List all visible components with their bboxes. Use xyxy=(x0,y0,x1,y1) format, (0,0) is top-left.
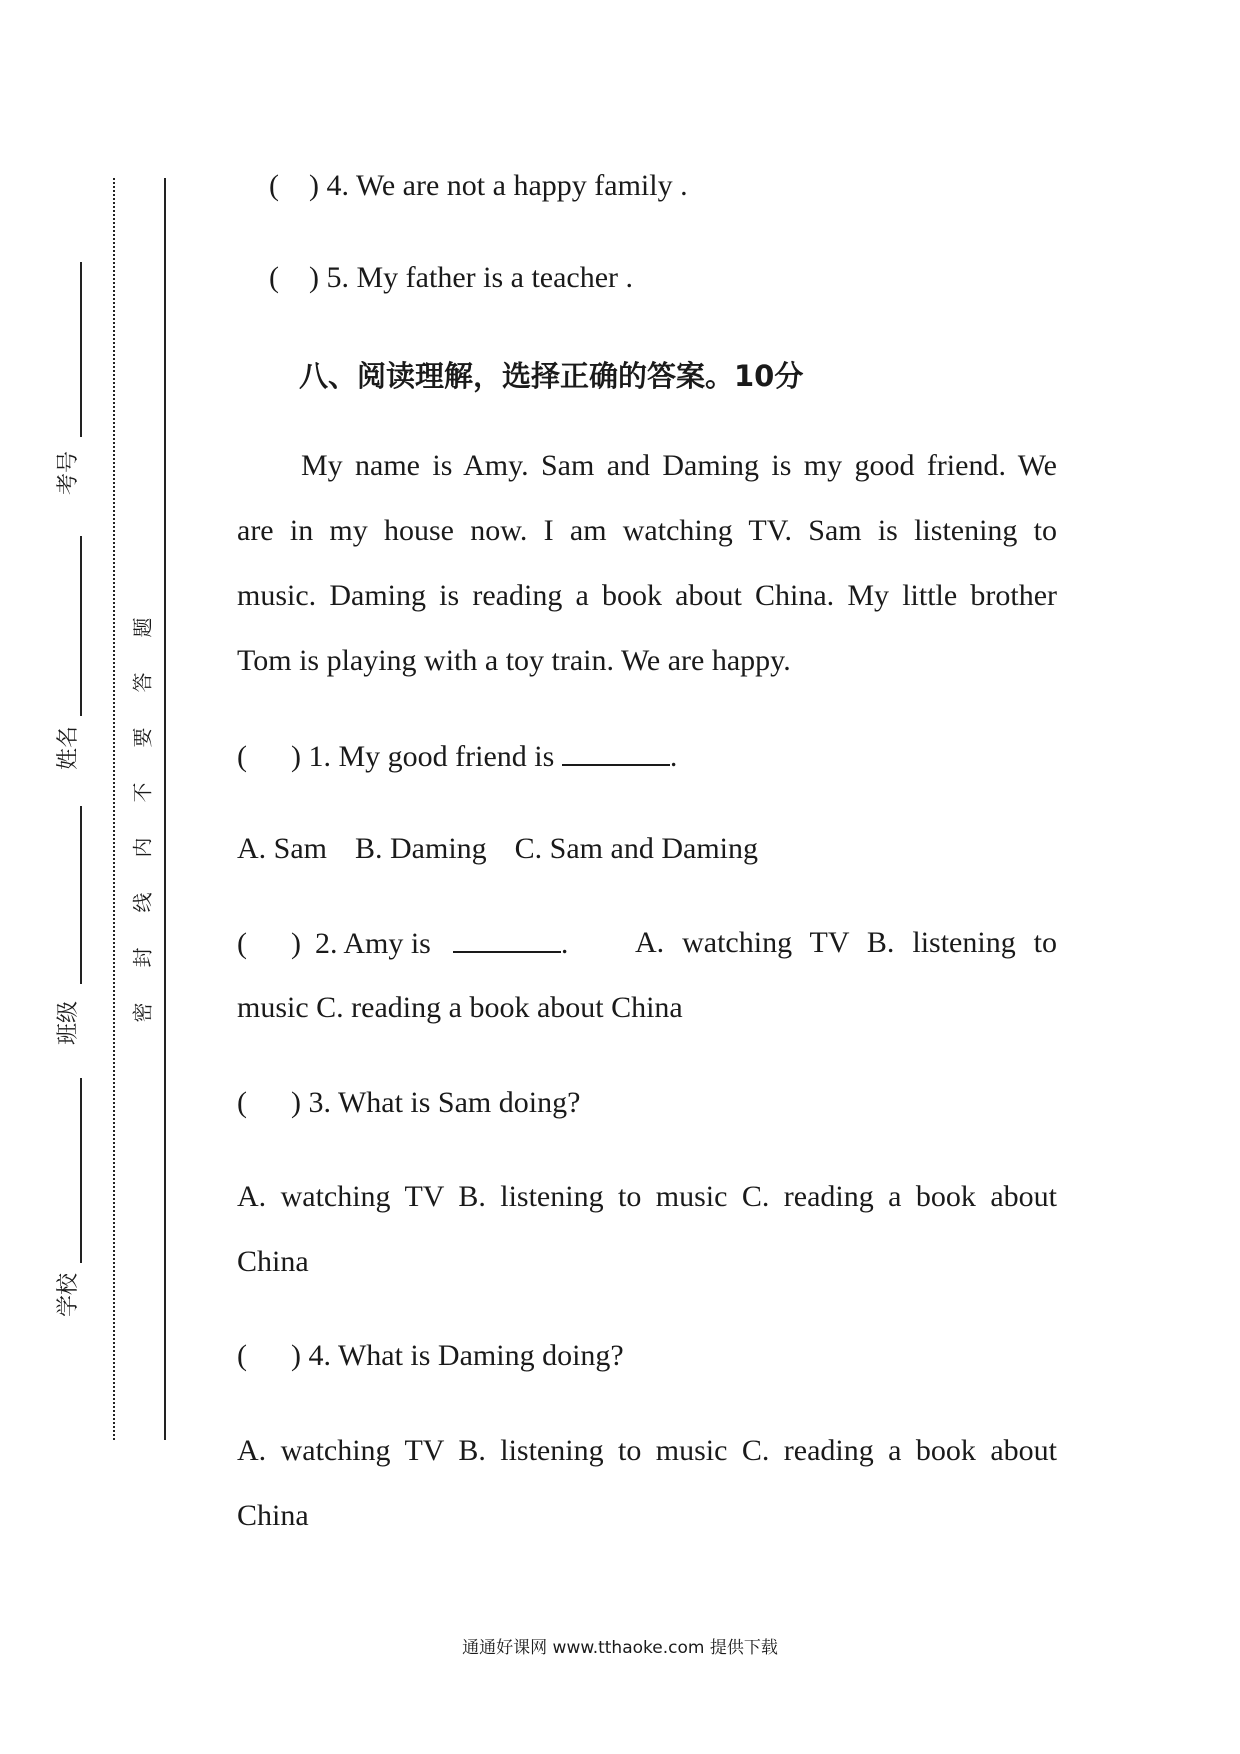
question-stem: 4. What is Daming doing? xyxy=(308,1339,624,1372)
item-text: 4. We are not a happy family . xyxy=(326,169,688,202)
seal-char: 要 xyxy=(130,727,155,748)
question-stem-end: . xyxy=(560,927,569,960)
answer-paren-close[interactable]: ) xyxy=(291,1086,301,1119)
prev-item-4 xyxy=(269,166,1089,206)
option-c: C. Sam and Daming xyxy=(514,832,758,865)
question-2-options-cont: music C. reading a book about China xyxy=(237,991,683,1024)
school-label: 学校 xyxy=(56,1272,81,1317)
question-4 xyxy=(237,1336,1057,1376)
option-a: A. Sam xyxy=(237,832,327,865)
solid-border-line xyxy=(164,178,166,1440)
answer-paren-close[interactable]: ) xyxy=(309,261,319,294)
seal-char: 不 xyxy=(130,782,155,803)
name-line[interactable] xyxy=(80,536,82,716)
answer-paren-open[interactable]: ( xyxy=(237,740,247,773)
dotted-cut-line xyxy=(113,178,115,1440)
question-3-options: A. watching TV B. listening to music C. reading a book about xyxy=(237,1180,1057,1213)
answer-paren-open[interactable]: ( xyxy=(237,1339,247,1372)
class-line[interactable] xyxy=(80,806,82,984)
prev-item-5 xyxy=(269,258,1089,298)
page-footer: 通通好课网 www.tthaoke.com 提供下载 xyxy=(462,1638,778,1658)
seal-char: 线 xyxy=(130,892,155,913)
answer-paren-open[interactable]: ( xyxy=(269,261,279,294)
question-4-options-cont: China xyxy=(237,1499,309,1532)
seal-char: 题 xyxy=(130,617,155,638)
option-b: B. Daming xyxy=(355,832,487,865)
item-text: 5. My father is a teacher . xyxy=(326,261,634,294)
passage-line: Tom is playing with a toy train. We are happy. xyxy=(237,644,791,677)
question-options: A. watching TV B. listening to xyxy=(635,926,1057,959)
answer-paren-close[interactable]: ) xyxy=(291,1339,301,1372)
section-heading: 八、阅读理解，选择正确的答案。10分 xyxy=(299,359,804,393)
question-3-options-cont: China xyxy=(237,1245,309,1278)
answer-paren-open[interactable]: ( xyxy=(237,927,247,960)
passage-line: are in my house now. I am watching TV. Sam is listening to xyxy=(237,514,1057,547)
binding-margin xyxy=(0,0,180,1754)
answer-blank xyxy=(562,736,670,766)
passage-line: My name is Amy. Sam and Daming is my good friend. We xyxy=(301,449,1057,482)
question-stem: 2. Amy is xyxy=(315,927,431,960)
question-stem-end: . xyxy=(669,740,678,773)
answer-blank xyxy=(453,923,561,953)
answer-paren-close[interactable]: ) xyxy=(309,169,319,202)
answer-paren-open[interactable]: ( xyxy=(237,1086,247,1119)
exam-number-line[interactable] xyxy=(80,262,82,437)
answer-paren-close[interactable]: ) xyxy=(291,927,301,960)
answer-paren-close[interactable]: ) xyxy=(291,740,301,773)
seal-char: 封 xyxy=(130,947,155,968)
question-1 xyxy=(237,736,1057,777)
question-4-options: A. watching TV B. listening to music C. reading a book about xyxy=(237,1434,1057,1467)
question-3 xyxy=(237,1083,1057,1123)
answer-paren-open[interactable]: ( xyxy=(269,169,279,202)
question-2-stem-group xyxy=(237,923,568,964)
seal-char: 内 xyxy=(130,837,155,858)
question-1-options xyxy=(237,829,1057,869)
school-line[interactable] xyxy=(80,1078,82,1263)
passage-line: music. Daming is reading a book about China. My little brother xyxy=(237,579,1057,612)
question-stem: 1. My good friend is xyxy=(308,740,555,773)
seal-notice xyxy=(130,600,156,1040)
exam-number-label: 考号 xyxy=(56,450,81,495)
seal-char: 密 xyxy=(130,1002,155,1023)
question-2 xyxy=(237,923,1057,964)
name-label: 姓名 xyxy=(56,725,81,770)
seal-char: 答 xyxy=(130,672,155,693)
class-label: 班级 xyxy=(56,1000,81,1045)
question-stem: 3. What is Sam doing? xyxy=(308,1086,581,1119)
